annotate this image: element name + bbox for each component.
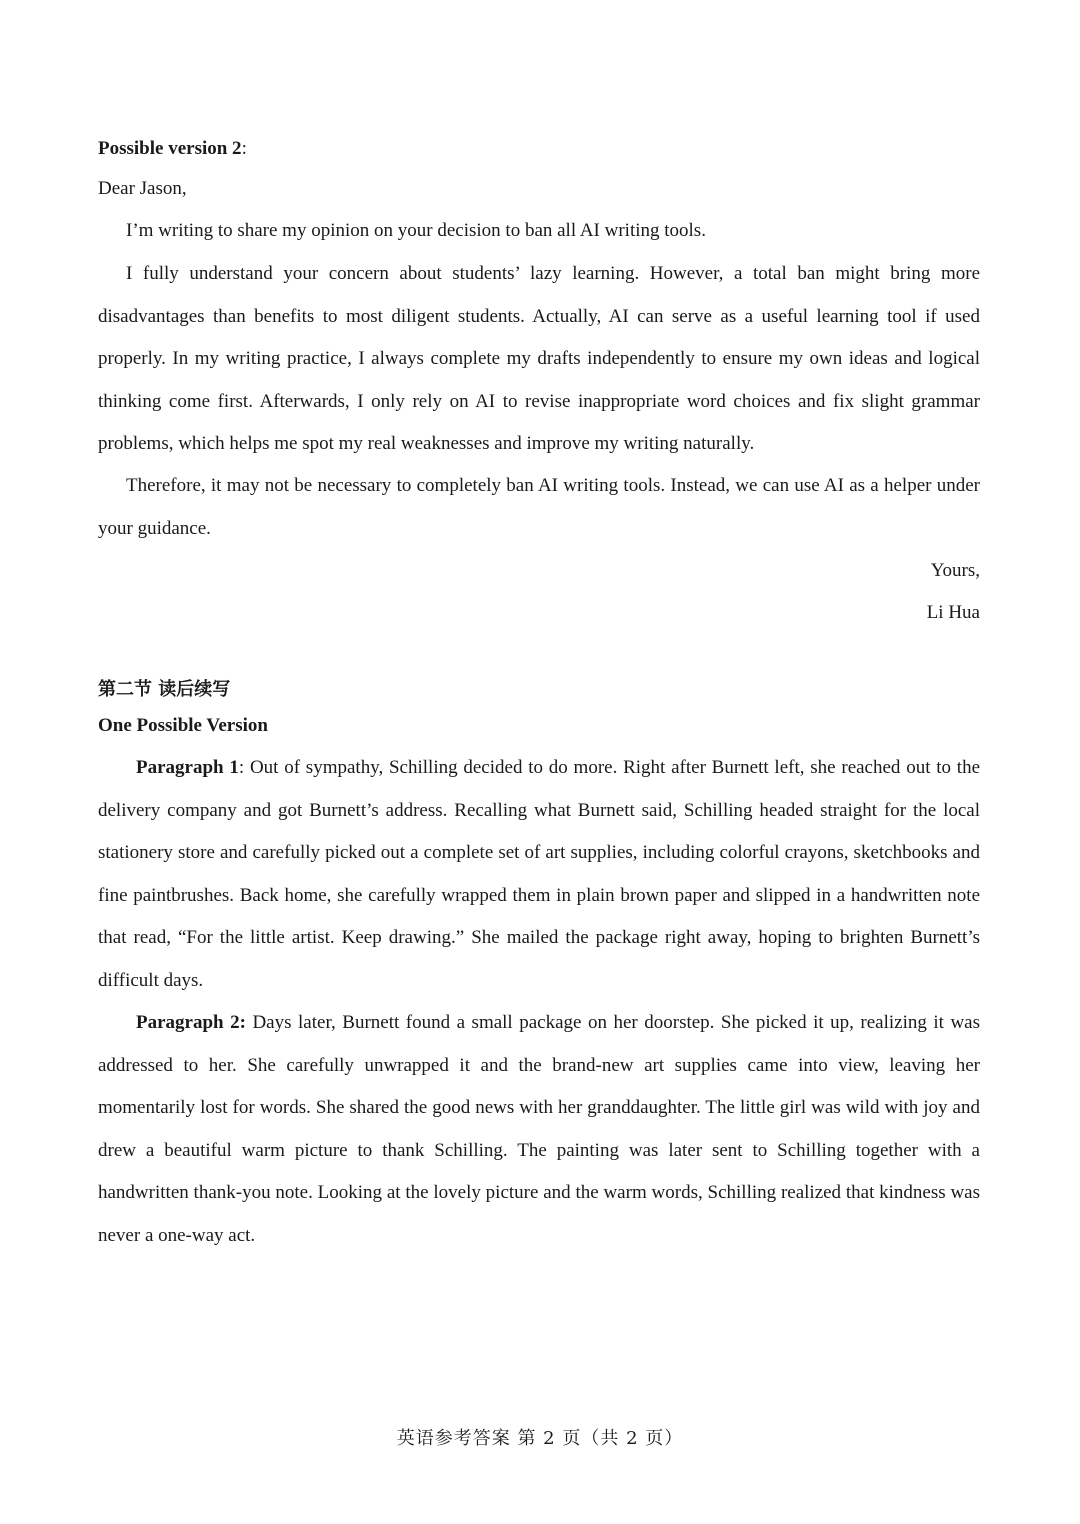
- paragraph-1-text: : Out of sympathy, Schilling decided to do more. Right after Burnett left, she reached out to the delivery company and got Burnett’s address. Recalling what Burnett said, Schilling headed straight for the local stationery store and carefully picked out a complete set of art supplies, including colorful crayons, sketchbooks and fine paintbrushes. Back home, she carefully wrapped them in plain brown paper and slipped in a handwritten note that read, “For the little artist. Keep drawing.” She mailed the package right away, hoping to brighten Burnett’s difficult days.: [98, 757, 981, 991]
- version-heading: [98, 138, 247, 160]
- paragraph-2-label: Paragraph 2:: [136, 1012, 246, 1033]
- salutation: Dear Jason,: [98, 178, 187, 199]
- paragraph-1-label: Paragraph 1: [136, 757, 239, 778]
- letter-paragraph-3: Therefore, it may not be necessary to completely ban AI writing tools. Instead, we can use AI as a helper under your guidance.: [98, 475, 980, 539]
- version-colon: :: [241, 138, 247, 159]
- letter-paragraph-2: I fully understand your concern about students’ lazy learning. However, a total ban might bring more disadvantages than benefits to most diligent students. Actually, AI can serve as a useful learning tool if used properly. In my writing practice, I always complete my drafts independently to ensure my own ideas and logical thinking come first. Afterwards, I only rely on AI to revise inappropriate word choices and fix slight grammar problems, which helps me spot my real weaknesses and improve my writing naturally.: [98, 263, 980, 454]
- story-paragraph-2: [98, 1002, 980, 1257]
- story-paragraph-1: [98, 747, 980, 1002]
- letter-closing: Yours,: [930, 560, 980, 581]
- section-subheading: One Possible Version: [98, 715, 268, 736]
- version-label: Possible version 2: [98, 138, 242, 159]
- paragraph-2-text: Days later, Burnett found a small package on her doorstep. She picked it up, realizing it was addressed to her. She carefully unwrapped it and the brand-new art supplies came into view, leaving her momentarily lost for words. She shared the good news with her granddaughter. The little girl was wild with joy and drew a beautiful warm picture to thank Schilling. The painting was later sent to Schilling together with a handwritten thank-you note. Looking at the lovely picture and the warm words, Schilling realized that kindness was never a one-way act.: [98, 1012, 981, 1246]
- section-heading: 第二节 读后续写: [98, 679, 231, 700]
- letter-paragraph-1: I’m writing to share my opinion on your decision to ban all AI writing tools.: [126, 220, 706, 241]
- page-footer: 英语参考答案 第 2 页（共 2 页）: [396, 1428, 684, 1449]
- letter-signature: Li Hua: [926, 602, 980, 623]
